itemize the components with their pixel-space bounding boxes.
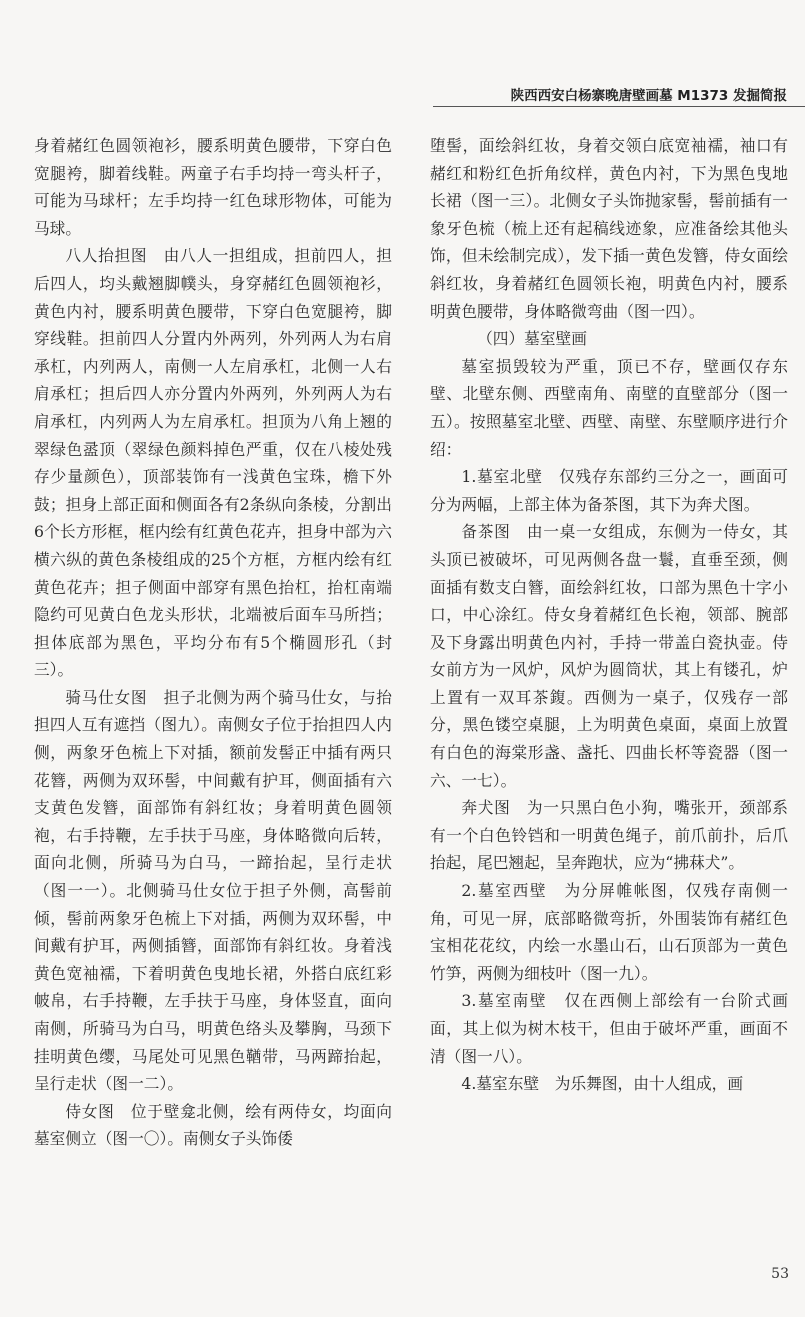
paragraph-south-wall: 3.墓室南壁 仅在西侧上部绘有一台阶式画面，其上似为树木枝干，但由于破坏严重，画面不清（图一八）。 [430, 991, 788, 1066]
paragraph: 堕髻，面绘斜红妆，身着交领白底宽袖襦，袖口有赭红和粉红色折角纹样，黄色内衬，下为黑色曳地长裙（图一三）。北侧女子头饰抛家髻，髻前插有一象牙色梳（梳上还有起稿线迹象，应准备绘其他头饰，但未绘制完成），发下插一黄色发簪，侍女面绘斜红妆，身着赭红色圆领长袍，明黄色内衬，腰系明黄色腰带，身体略微弯曲（图一四）。 [430, 136, 788, 321]
header-rule [433, 106, 805, 107]
paragraph-west-wall: 2.墓室西壁 为分屏帷帐图，仅残存南侧一角，可见一屏，底部略微弯折，外围装饰有赭红色宝相花花纹，内绘一水墨山石，山石顶部为一黄色竹笋，两侧为细枝叶（图一九）。 [430, 881, 788, 983]
paragraph-maids: 侍女图 位于壁龛北侧，绘有两侍女，均面向墓室侧立（图一〇）。南侧女子头饰倭 [34, 1101, 392, 1149]
running-header [0, 0, 805, 108]
paragraph-chamber-intro: 墓室损毁较为严重，顶已不存，壁画仅存东壁、北壁东侧、西壁南角、南壁的直壁部分（图一五）。按照墓室北壁、西壁、南壁、东壁顺序进行介绍： [430, 356, 788, 459]
paragraph-riding-ladies: 骑马仕女图 担子北侧为两个骑马仕女，与抬担四人互有遮挡（图九）。南侧女子位于抬担四人内侧，两象牙色梳上下对插，额前发髻正中插有两只花簪，两侧为双环髻，中间戴有护耳，侧面插有六支黄色发簪，面部饰有斜红妆；身着明黄色圆领袍，右手持鞭，左手扶于马座，身体略微向后转，面向北侧，所骑马为白马，一蹄抬起，呈行走状（图一一）。北侧骑马仕女位于担子外侧，高髻前倾，髻前两象牙色梳上下对插，两侧为双环髻，中间戴有护耳，两侧插簪，面部饰有斜红妆。身着浅黄色宽袖襦，下着明黄色曳地长裙，外搭白底红彩帔帛，右手持鞭，左手扶于马座，身体竖直，面向南侧，所骑马为白马，明黄色络头及攀胸，马颈下挂明黄色缨，马尾处可见黑色鞧带，马两蹄抬起，呈行走状（图一二）。 [34, 687, 392, 1094]
running-header-title: 陕西西安白杨寨晚唐壁画墓 M1373 发掘简报 [510, 88, 787, 104]
paragraph: 身着赭红色圆领袍衫，腰系明黄色腰带，下穿白色宽腿袴，脚着线鞋。两童子右手均持一弯头杆子，可能为马球杆；左手均持一红色球形物体，可能为马球。 [34, 136, 392, 238]
paragraph-tea-scene: 备茶图 由一桌一女组成，东侧为一侍女，其头顶已被破坏，可见两侧各盘一鬟，直垂至颈，侧面插有数支白簪，面绘斜红妆，口部为黑色十字小口，中心涂红。侍女身着赭红色长袍，领部、腕部及下身露出明黄色内衬，手持一带盖白瓷执壶。侍女前方为一风炉，风炉为圆筒状，其上有镂孔，炉上置有一双耳茶鍑。西侧为一桌子，仅残存一部分，黑色镂空桌腿，上为明黄色桌面，桌面上放置有白色的海棠形盏、盏托、四曲长杯等瓷器（图一六、一七）。 [430, 522, 788, 790]
section-heading: （四）墓室壁画 [477, 329, 587, 349]
paragraph-north-wall: 1.墓室北壁 仅残存东部约三分之一，画面可分为两幅，上部主体为备茶图，其下为奔犬图。 [430, 467, 788, 514]
left-column [34, 132, 392, 1153]
paragraph-east-wall: 4.墓室东壁 为乐舞图，由十人组成，画 [461, 1074, 744, 1094]
right-column [430, 132, 788, 1098]
page-number: 53 [771, 1266, 789, 1282]
paragraph-running-dog: 奔犬图 为一只黑白色小狗，嘴张开，颈部系有一个白色铃铛和一明黄色绳子，前爪前扑，后爪抬起，尾巴翘起，呈奔跑状，应为“拂菻犬”。 [430, 798, 788, 873]
paragraph-palanquin: 八人抬担图 由八人一担组成，担前四人，担后四人，均头戴翘脚幞头，身穿赭红色圆领袍衫，黄色内衬，腰系明黄色腰带，下穿白色宽腿袴，脚穿线鞋。担前四人分置内外两列，外列两人为右肩承杠，内列两人，南侧一人左肩承杠，北侧一人右肩承杠；担后四人亦分置内外两列，外列两人为右肩承杠，内列两人为左肩承杠。担顶为八角上翘的翠绿色盝顶（翠绿色颜料掉色严重，仅在八棱处残存少量颜色），顶部装饰有一浅黄色宝珠，檐下外鼓；担身上部正面和侧面各有2条纵向条棱，分割出6个长方形框，框内绘有红黄色花卉，担身中部为六横六纵的黄色条棱组成的25个方框，方框内绘有红黄色花卉；担子侧面中部穿有黑色抬杠，抬杠南端隐约可见黄白色龙头形状，北端被后面车马所挡；担体底部为黑色，平均分布有5个椭圆形孔（封三）。 [34, 246, 392, 680]
